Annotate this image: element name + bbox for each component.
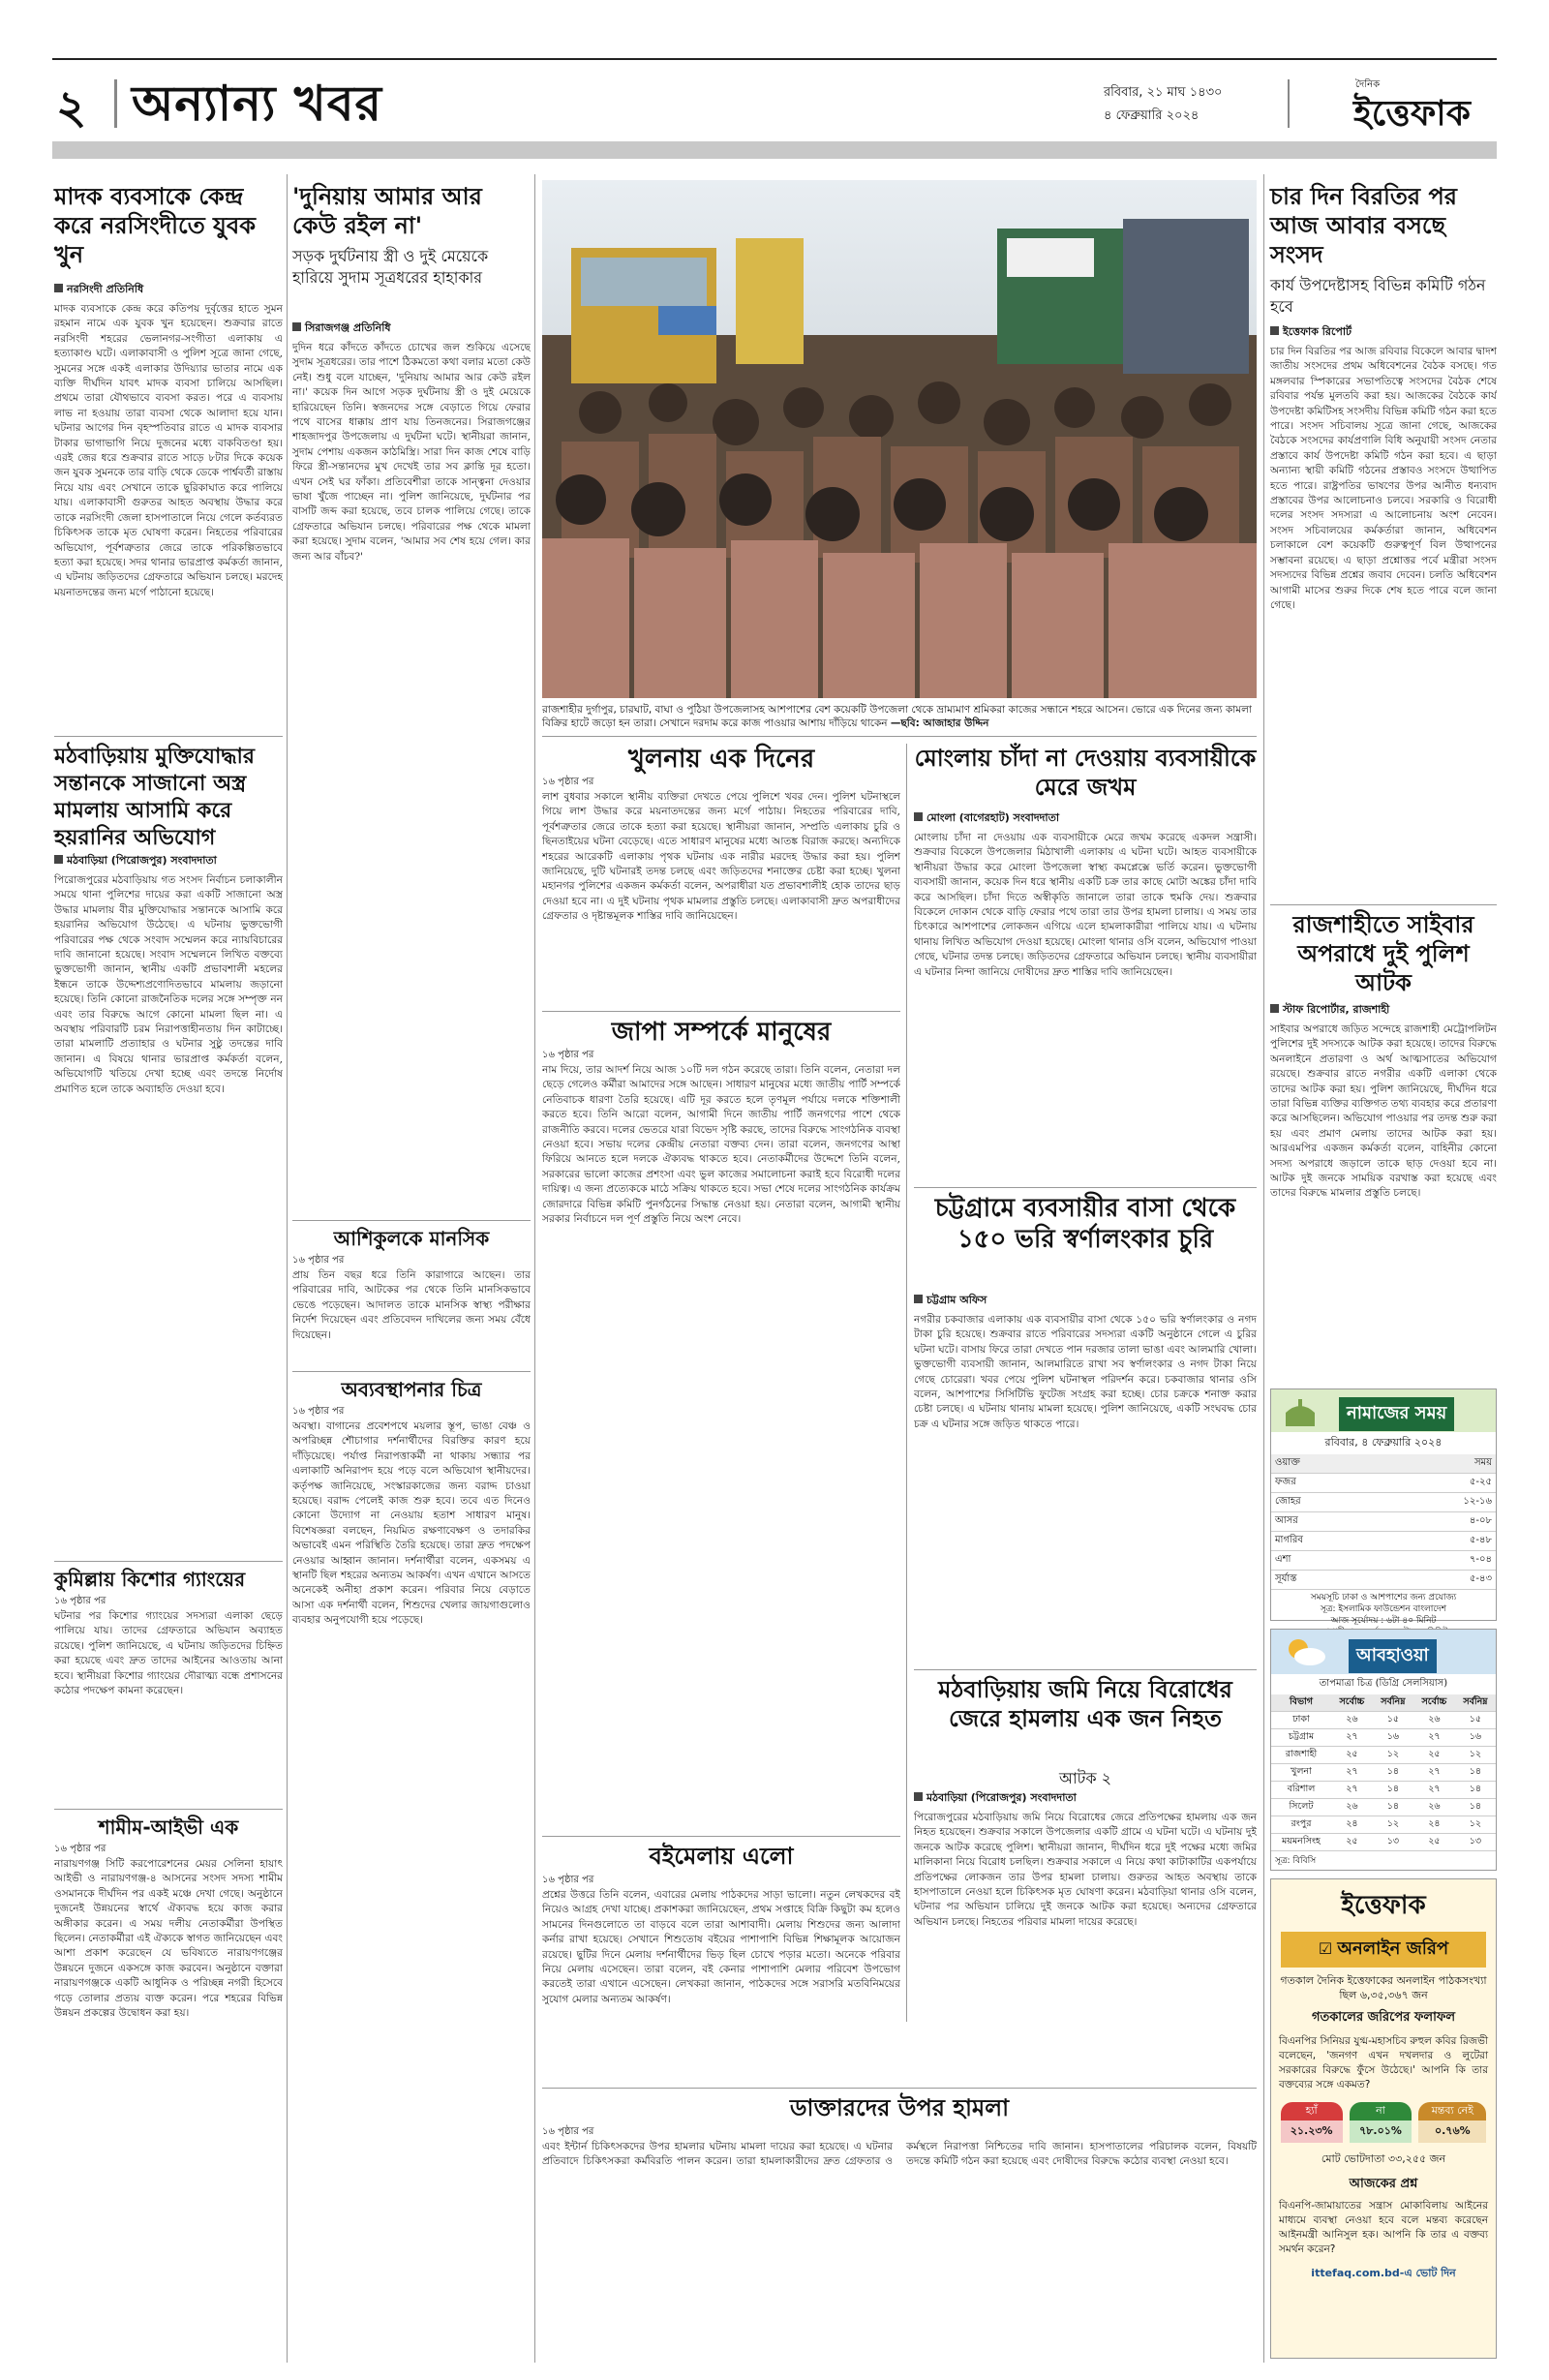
prayer-row: ফজর ৫-২৫ — [1271, 1474, 1496, 1493]
col1-article4-title: শামীম-আইভী এক — [98, 1816, 239, 1839]
center-article1-body: লাশ বুধবার সকালে স্থানীয় ব্যক্তিরা দেখতে পেয়ে পুলিশে খবর দেন। পুলিশ ঘটনাস্থলে গিয়ে লাশ উদ্ধার করে ময়নাতদন্তের জন্য মর্গে পাঠায়। নিহতের পরিবারের দাবি, পূর্বশত্রুতার জেরে তাকে হত্যা করা হয়েছে। স্থানীয়রা জানান, সম্প্রতি এলাকায় চুরি ও ছিনতাইয়ের ঘটনা বেড়েছে। এতে সাধারণ মানুষের মধ্যে আতঙ্ক বিরাজ করছে। অন্যদিকে শহরের আরেকটি এলাকায় পৃথক ঘটনায় এক নারীর মরদেহ উদ্ধার করা হয়। পুলিশ জানিয়েছে, দুটি ঘটনারই তদন্ত চলছে এবং জড়িতদের শনাক্তের চেষ্টা করা হচ্ছে। খুলনা মহানগর পুলিশের একজন কর্মকর্তা বলেন, অপরাধীরা যত প্রভাবশালীই হোক তাদের ছাড় দেওয়া হবে না। এ দুই ঘটনায় পৃথক মামলার প্রস্তুতি চলছে। এলাকাবাসী দ্রুত অপরাধীদের গ্রেফতার ও দৃষ্টান্তমূলক শাস্তির দাবি জানিয়েছেন। — [542, 791, 900, 923]
col2-article1-body: দুদিন ধরে কাঁদতে কাঁদতে চোখের জল শুকিয়ে এসেছে সুদাম সূত্রধরের। তার পাশে ঠিকমতো কথা বলার মতো কেউ নেই। শুধু বলে যাচ্ছেন, 'দুনিয়ায় আমার আর কেউ রইল না।' কয়েক দিন আগে সড়ক দুর্ঘটনায় স্ত্রী ও দুই মেয়েকে হারিয়েছেন তিনি। স্বজনদের সঙ্গে বেড়াতে গিয়ে ফেরার পথে বাসের ধাক্কায় প্রাণ যায় তিনজনের। সিরাজগঞ্জের শাহজাদপুর উপজেলায় এ দুর্ঘটনা ঘটে। স্থানীয়রা জানান, সুদাম পেশায় একজন কাঠমিস্ত্রি। সারা দিন কাজ শেষে বাড়ি ফিরে স্ত্রী-সন্তানদের মুখ দেখেই তার সব ক্লান্তি দূর হতো। এখন সেই ঘর ফাঁকা। প্রতিবেশীরা তাকে সান্ত্বনা দেওয়ার ভাষা খুঁজে পাচ্ছেন না। পুলিশ জানিয়েছে, দুর্ঘটনার পর বাসটি জব্দ করা হয়েছে, তবে চালক পালিয়ে গেছে। তাকে গ্রেফতারে অভিযান চলছে। পরিবারের পক্ষ থেকে মামলা করা হয়েছে। সুদাম বলেন, 'আমার সব শেষ হয়ে গেল। কার জন্য আর বাঁচব?' — [292, 342, 531, 563]
logo-small: দৈনিক — [1355, 79, 1381, 90]
prayer-row: মাগরিব ৫-৪৮ — [1271, 1532, 1496, 1551]
col1-article2-body: পিরোজপুরের মঠবাড়িয়ায় গত সংসদ নির্বাচন চলাকালীন সময়ে থানা পুলিশের দায়ের করা একটি সাজানো অস্ত্র উদ্ধার মামলায় বীর মুক্তিযোদ্ধার সন্তানকে আসামি করে হয়রানির অভিযোগ উঠেছে। এ ঘটনায় ভুক্তভোগী পরিবারের পক্ষ থেকে সংবাদ সম্মেলন করে ন্যায়বিচারের দাবি জানানো হয়েছে। সংবাদ সম্মেলনে লিখিত বক্তব্যে ভুক্তভোগী জানান, স্থানীয় একটি প্রভাবশালী মহলের ইন্ধনে তাকে উদ্দেশ্যপ্রণোদিতভাবে মামলায় জড়ানো হয়েছে। তিনি কোনো রাজনৈতিক দলের সঙ্গে সম্পৃক্ত নন এবং তার বিরুদ্ধে আগে কোনো মামলা ছিল না। এ অবস্থায় পরিবারটি চরম নিরাপত্তাহীনতায় দিন কাটাচ্ছে। তারা মামলাটি প্রত্যাহার ও ঘটনার সুষ্ঠু তদন্তের দাবি জানান। এ বিষয়ে থানার ভারপ্রাপ্ত কর্মকর্তা বলেন, অভিযোগটি খতিয়ে দেখা হচ্ছে এবং তদন্তে নির্দোষ প্রমাণিত হলে তাকে অব্যাহতি দেওয়া হবে। — [54, 874, 283, 1095]
poll-intro: গতকাল দৈনিক ইত্তেফাকের অনলাইন পাঠকসংখ্যা ছিল ৬,৩৫,৩৬৭ জন — [1280, 1974, 1487, 2001]
weather-source: সূত্র: বিবিসি — [1275, 1856, 1317, 1866]
weather-table: বিভাগ সর্বোচ্চ সর্বনিম্ন সর্বোচ্চ সর্বনিম্ন ঢাকা ২৬ ১৫ ২৬ ১৫ চট্টগ্রাম ২৭ ১৬ ২৭ ১৬ রাজশাহী ২৫ ১২ ২৫ ১২ খুলনা ২৭ ১৪ ২৭ ১৪ বরিশাল ২৭ ১৪ ২৭ ১৪ সিলেট ২৬ ১৪ ২৬ ১৪ রংপুর ২৪ ১২ ২৪ ১২ ময়মনসিংহ ২৫ ১৩ ২৫ ১৩ — [1271, 1694, 1496, 1851]
prayer-note-1: সময়সূচি ঢাকা ও আশপাশের জন্য প্রযোজ্য — [1310, 1593, 1457, 1602]
poll-yes: হ্যাঁ ২১.২৩% — [1281, 2102, 1343, 2143]
page-number: ২ — [56, 80, 87, 135]
prayer-times-box — [1270, 1388, 1497, 1626]
center-article2-title: জাপা সম্পর্কে মানুষের — [611, 1018, 832, 1047]
poll-today-question: বিএনপি-জামায়াতের সন্ত্রাস মোকাবিলায় আইনের মাধ্যমে ব্যবস্থা নেওয়া হবে বলে মন্তব্য করেছেন আইনমন্ত্রী আনিসুল হক। আপনি কি তার এ বক্তব্য সমর্থন করেন? — [1279, 2200, 1488, 2255]
col4-article3-subtitle: আটক ২ — [1058, 1769, 1112, 1787]
col2-article1-byline: সিরাজগঞ্জ প্রতিনিধি — [292, 320, 531, 338]
center-article3-cont: ১৬ পৃষ্ঠার পর — [542, 1875, 594, 1885]
poll-today-head: আজকের প্রশ্ন — [1349, 2177, 1418, 2191]
col1-article4-cont: ১৬ পৃষ্ঠার পর — [54, 1844, 106, 1854]
col5-article1-byline: ইত্তেফাক রিপোর্ট — [1270, 323, 1497, 342]
weather-title: আবহাওয়া — [1349, 1639, 1437, 1673]
weather-row: ঢাকা ২৬ ১৫ ২৬ ১৫ — [1271, 1712, 1496, 1729]
prayer-row: জোহর ১২-১৬ — [1271, 1493, 1496, 1512]
date-english: ৪ ফেব্রুয়ারি ২০২৪ — [1104, 108, 1200, 123]
prayer-row: সূর্যাস্ত ৫-৪৩ — [1271, 1571, 1496, 1590]
col1-article2-byline: মঠবাড়িয়া (পিরোজপুর) সংবাদদাতা — [54, 852, 283, 870]
col5-article2-byline: স্টাফ রিপোর্টার, রাজশাহী — [1270, 1001, 1497, 1020]
poll-question: বিএনপির সিনিয়র যুগ্ম-মহাসচিব রুহুল কবির রিজভী বলেছেন, 'জনগণ এখন দখলদার ও লুটেরা সরকারের বিরুদ্ধে ফুঁসে উঠেছে।' আপনি কি তার বক্তব্যের সঙ্গে একমত? — [1279, 2035, 1488, 2090]
col1-article3-body: ঘটনার পর কিশোর গ্যাংয়ের সদস্যরা এলাকা ছেড়ে পালিয়ে যায়। তাদের গ্রেফতারে অভিযান অব্যাহত রয়েছে। পুলিশ জানিয়েছে, এ ঘটনায় জড়িতদের চিহ্নিত করা হয়েছে এবং দ্রুত তাদের আইনের আওতায় আনা হবে। স্থানীয়রা কিশোর গ্যাংয়ের দৌরাত্ম্য বন্ধে প্রশাসনের কঠোর পদক্ষেপ কামনা করেছেন। — [54, 1610, 283, 1697]
col4-article2-byline: চট্টগ্রাম অফিস — [914, 1292, 1257, 1310]
col4-article1-title: মোংলায় চাঁদা না দেওয়ায় ব্যবসায়ীকে মেরে জখম — [914, 745, 1257, 801]
ittefaq-logo: ইত্তেফাক — [1353, 93, 1471, 134]
col2-article2-cont: ১৬ পৃষ্ঠার পর — [292, 1255, 345, 1266]
col4-article3-body: পিরোজপুরের মঠবাড়িয়ায় জমি নিয়ে বিরোধের জেরে প্রতিপক্ষের হামলায় এক জন নিহত হয়েছেন। শুক্রবার সকালে উপজেলার একটি গ্রামে এ ঘটনা ঘটে। এ ঘটনায় দুই জনকে আটক করেছে পুলিশ। স্থানীয়রা জানান, দীর্ঘদিন ধরে দুই পক্ষের মধ্যে জমির মালিকানা নিয়ে বিরোধ চলছিল। শুক্রবার সকালে এ নিয়ে কথা কাটাকাটির একপর্যায়ে প্রতিপক্ষের লোকজন তার উপর হামলা চালায়। গুরুতর আহত অবস্থায় তাকে হাসপাতালে নেওয়া হলে চিকিৎসক মৃত ঘোষণা করেন। মঠবাড়িয়া থানার ওসি বলেন, ঘটনার পর অভিযান চালিয়ে দুই জনকে আটক করা হয়েছে। অন্যদের গ্রেফতারে অভিযান চলছে। নিহতের পরিবার মামলা দায়ের করেছে। — [914, 1812, 1257, 1928]
center-article3-title: বইমেলায় এলো — [649, 1843, 794, 1870]
col4-article3-byline: মঠবাড়িয়া (পিরোজপুর) সংবাদদাতা — [914, 1789, 1257, 1808]
center-article3-body: প্রশ্নের উত্তরে তিনি বলেন, এবারের মেলায় পাঠকদের সাড়া ভালো। নতুন লেখকদের বই নিয়েও আগ্রহ দেখা যাচ্ছে। প্রকাশকরা জানিয়েছেন, প্রথম সপ্তাহে বিক্রি কিছুটা কম হলেও সামনের দিনগুলোতে তা বাড়বে বলে তারা আশাবাদী। মেলায় শিশুদের জন্য আলাদা কর্নার রাখা হয়েছে। সেখানে শিশুতোষ বইয়ের পাশাপাশি বিভিন্ন শিক্ষামূলক আয়োজন রয়েছে। ছুটির দিনে মেলায় দর্শনার্থীদের ভিড় ছিল চোখে পড়ার মতো। অনেকে পরিবার নিয়ে মেলায় এসেছেন। তারা বলেন, বই কেনার পাশাপাশি মেলার পরিবেশ উপভোগ করতেই তারা এখানে এসেছেন। লেখকরা জানান, পাঠকদের সঙ্গে সরাসরি মতবিনিময়ের সুযোগ মেলার অন্যতম আকর্ষণ। — [542, 1889, 900, 2005]
center-article1-cont: ১৬ পৃষ্ঠার পর — [542, 777, 594, 787]
weather-box — [1270, 1629, 1497, 1871]
col4-article1-body: মোংলায় চাঁদা না দেওয়ায় এক ব্যবসায়ীকে মেরে জখম করেছে একদল সন্ত্রাসী। শুক্রবার বিকেলে উপজেলার মিঠাখালী এলাকায় এ ঘটনা ঘটে। আহত ব্যবসায়ীকে স্থানীয়রা উদ্ধার করে মোংলা উপজেলা স্বাস্থ্য কমপ্লেক্সে ভর্তি করেন। ভুক্তভোগী ব্যবসায়ী জানান, কয়েক দিন ধরে স্থানীয় একটি চক্র তার কাছে মোটা অঙ্কের চাঁদা দাবি করে আসছিল। চাঁদা দিতে অস্বীকৃতি জানালে তারা তাকে হুমকি দেয়। শুক্রবার বিকেলে দোকান থেকে বাড়ি ফেরার পথে তারা তার উপর হামলা চালায়। এ সময় তার চিৎকারে আশপাশের লোকজন এগিয়ে এলে হামলাকারীরা পালিয়ে যায়। এ ঘটনায় থানায় লিখিত অভিযোগ দেওয়া হয়েছে। মোংলা থানার ওসি বলেন, অভিযোগ পাওয়া গেছে, ঘটনার তদন্ত চলছে। জড়িতদের গ্রেফতারে অভিযান চলছে। স্থানীয় ব্যবসায়ীরা এ ঘটনার নিন্দা জানিয়ে দোষীদের দ্রুত শাস্তির দাবি জানিয়েছেন। — [914, 832, 1257, 978]
weather-row: রংপুর ২৪ ১২ ২৪ ১২ — [1271, 1816, 1496, 1834]
prayer-title: নামাজের সময় — [1339, 1397, 1454, 1431]
sunrise-today: আজ সূর্যোদয় : ৬টা ৪০ মিনিট — [1330, 1616, 1437, 1626]
col4-article2-title: চট্টগ্রামে ব্যবসায়ীর বাসা থেকে ১৫০ ভরি স্বর্ণালংকার চুরি — [934, 1194, 1236, 1254]
center-article2-body: নাম দিয়ে, তার আদর্শ নিয়ে আজ ১০টি দল গঠন করেছে তারা। তিনি বলেন, নেতারা দল ছেড়ে গেলেও কর্মীরা আমাদের সঙ্গে আছেন। সাধারণ মানুষের মধ্যে জাতীয় পার্টি সম্পর্কে নেতিবাচক ধারণা তৈরি হয়েছে। এটি দূর করতে হলে তৃণমূল পর্যায়ে দলকে শক্তিশালী করতে হবে। তিনি আরো বলেন, আগামী দিনে জাতীয় পার্টি জনগণের পাশে থেকে রাজনীতি করবে। দলের ভেতরে যারা বিভেদ সৃষ্টি করছে, তাদের বিরুদ্ধে সাংগঠনিক ব্যবস্থা নেওয়া হবে। সভায় দলের কেন্দ্রীয় নেতারা বক্তব্য দেন। তারা বলেন, জনগণের আস্থা ফিরিয়ে আনতে হলে দলকে ঐক্যবদ্ধ থাকতে হবে। নেতাকর্মীদের উদ্দেশে তিনি বলেন, সরকারের ভালো কাজের প্রশংসা এবং ভুল কাজের সমালোচনা করাই হবে বিরোধী দলের দায়িত্ব। এ জন্য প্রত্যেককে মাঠে সক্রিয় থাকতে হবে। সভা শেষে দলের সাংগঠনিক কার্যক্রম জোরদারে বিভিন্ন কমিটি পুনর্গঠনের সিদ্ধান্ত নেওয়া হয়। নেতারা বলেন, আগামী স্থানীয় সরকার নির্বাচনে দল পূর্ণ প্রস্তুতি নিয়ে অংশ নেবে। — [542, 1064, 900, 1226]
col2-article1-title: 'দুনিয়ায় আমার আর কেউ রইল না' — [292, 183, 482, 239]
col1-article1-body: মাদক ব্যবসাকে কেন্দ্র করে কতিপয় দুর্বৃত্তের হাতে সুমন রহমান নামে এক যুবক খুন হয়েছেন। শুক্রবার রাতে নরসিংদী শহরের ভেলানগর-সংগীতা এলাকায় এ হত্যাকাণ্ড ঘটে। এলাকাবাসী ও পুলিশ সূত্রে জানা গেছে, সুমনের সঙ্গে একই এলাকার উদিয়্যার ভাতার নামে এক ব্যক্তি দীর্ঘদিন যাবৎ মাদক ব্যবসা চালিয়ে আসছিল। প্রথমে তারা যৌথভাবে ব্যবসা করত। পরে এ ব্যবসায় লাভ না হওয়ায় তারা ব্যবসা থেকে আলাদা হয়ে যান। ঘটনার আগের দিন বৃহস্পতিবার রাতে এ মাদক ব্যবসার টাকার ভাগাভাগি নিয়ে দুজনের মধ্যে বাকবিতণ্ডা হয়। এরই জের ধরে শুক্রবার রাতে সাড়ে ৮টার দিকে কয়েক জন যুবক সুমনকে তার বাড়ি থেকে ডেকে পার্শ্ববর্তী রাস্তায় নিয়ে যায় এবং সেখানে তাকে ছুরিকাঘাত করে পালিয়ে যায়। এলাকাবাসী গুরুতর আহত অবস্থায় উদ্ধার করে তাকে নরসিংদী জেলা হাসপাতালে নিয়ে গেলে কর্তব্যরত চিকিৎসক তাকে মৃত ঘোষণা করেন। নিহতের পরিবারের অভিযোগ, পূর্বশত্রুতার জেরে তাকে পরিকল্পিতভাবে হত্যা করা হয়েছে। সদর থানার ভারপ্রাপ্ত কর্মকর্তা জানান, এ ঘটনায় জড়িতদের গ্রেফতারে অভিযান চলছে। মরদেহ ময়নাতদন্তের জন্য মর্গে পাঠানো হয়েছে। — [54, 303, 283, 598]
center-article2-cont: ১৬ পৃষ্ঠার পর — [542, 1050, 594, 1060]
prayer-date: রবিবার, ৪ ফেব্রুয়ারি ২০২৪ — [1324, 1436, 1443, 1449]
col2-article3-body: অবস্থা। বাগানের প্রবেশপথে ময়লার স্তূপ, ভাঙা বেঞ্চ ও অপরিচ্ছন্ন শৌচাগার দর্শনার্থীদের বিরক্তির কারণ হয়ে দাঁড়িয়েছে। পর্যাপ্ত নিরাপত্তাকর্মী না থাকায় সন্ধ্যার পর এলাকাটি অনিরাপদ হয়ে পড়ে বলে অভিযোগ স্থানীয়দের। কর্তৃপক্ষ জানিয়েছে, সংস্কারকাজের জন্য বরাদ্দ চাওয়া হয়েছে। বরাদ্দ পেলেই কাজ শুরু হবে। তবে এত দিনেও কোনো উদ্যোগ না নেওয়ায় হতাশ সাধারণ মানুষ। বিশেষজ্ঞরা বলছেন, নিয়মিত রক্ষণাবেক্ষণ ও তদারকির অভাবেই এমন পরিস্থিতি তৈরি হয়েছে। তারা দ্রুত পদক্ষেপ নেওয়ার আহ্বান জানান। দর্শনার্থীরা বলেন, একসময় এ স্থানটি ছিল শহরের অন্যতম আকর্ষণ। এখন এখানে আসতে অনেকেই অনীহা প্রকাশ করেন। পরিবার নিয়ে বেড়াতে আসা এক দর্শনার্থী বলেন, শিশুদের খেলার জায়গাগুলোও ব্যবহার অনুপযোগী হয়ে পড়েছে। — [292, 1420, 531, 1627]
weather-row: রাজশাহী ২৫ ১২ ২৫ ১২ — [1271, 1747, 1496, 1764]
center-article4-cont: ১৬ পৃষ্ঠার পর — [542, 2126, 594, 2137]
poll-no-comment: মন্তব্য নেই ০.৭৬% — [1418, 2102, 1486, 2143]
poll-vote-link[interactable]: ittefaq.com.bd-এ ভোট দিন — [1311, 2267, 1456, 2279]
col5-article1-subtitle: কার্য উপদেষ্টাসহ বিভিন্ন কমিটি গঠন হবে — [1270, 276, 1486, 316]
ballot-icon: ☑ — [1318, 1939, 1333, 1958]
center-article4-title: ডাক্তারদের উপর হামলা — [789, 2094, 1010, 2121]
poll-logo: ইত্তেফাক — [1341, 1891, 1426, 1920]
weather-subtitle: তাপমাত্রা চিত্র (ডিগ্রি সেলসিয়াস) — [1319, 1678, 1448, 1689]
weather-row: সিলেট ২৬ ১৪ ২৬ ১৪ — [1271, 1799, 1496, 1816]
col2-article3-cont: ১৬ পৃষ্ঠার পর — [292, 1406, 345, 1417]
market-crowd-photo — [542, 180, 1257, 698]
col5-article1-title: চার দিন বিরতির পর আজ আবার বসছে সংসদ — [1270, 183, 1457, 268]
masthead-divider — [114, 79, 117, 128]
prayer-table: ওয়াক্ত সময় ফজর ৫-২৫ জোহর ১২-১৬ আসর ৪-০৮ মাগরিব ৫-৪৮ এশা ৭-০৪ সূর্যাস্ত ৫-৪৩ — [1271, 1454, 1496, 1590]
col5-article1-body: চার দিন বিরতির পর আজ রবিবার বিকেলে আবার দ্বাদশ জাতীয় সংসদের প্রথম অধিবেশনের বৈঠক বসছে। গত মঙ্গলবার স্পিকারের সভাপতিত্বে সংসদের বৈঠক শেষে রবিবার পর্যন্ত মুলতবি করা হয়। আজকের বৈঠকে কার্য উপদেষ্টা কমিটিসহ সংসদীয় বিভিন্ন কমিটি গঠন করা হতে পারে। সংসদ সচিবালয় সূত্রে জানা গেছে, আজকের বৈঠকে সংসদের কার্যপ্রণালি বিধি অনুযায়ী সংসদ নেতার প্রস্তাবে কার্য উপদেষ্টা কমিটি গঠন করা হবে। এ ছাড়া অন্যান্য স্থায়ী কমিটি গঠনের প্রস্তাবও সংসদে উত্থাপিত হতে পারে। রাষ্ট্রপতির ভাষণের উপর আনীত ধন্যবাদ প্রস্তাবের উপর আলোচনাও চলবে। সরকারি ও বিরোধী দলের সংসদ সদস্যরা এ আলোচনায় অংশ নেবেন। সংসদ সচিবালয়ের কর্মকর্তারা জানান, অধিবেশন চলাকালে বেশ কয়েকটি গুরুত্বপূর্ণ বিল উত্থাপনের সম্ভাবনা রয়েছে। এ ছাড়া প্রশ্নোত্তর পর্বে মন্ত্রীরা সংসদ সদস্যদের বিভিন্ন প্রশ্নের জবাব দেবেন। চলতি অধিবেশন আগামী মাসের শুরুর দিকে শেষ হতে পারে বলে জানা গেছে। — [1270, 346, 1497, 611]
col1-article2-title: মঠবাড়িয়ায় মুক্তিযোদ্ধার সন্তানকে সাজানো অস্ত্র মামলায় আসামি করে হয়রানির অভিযোগ — [54, 745, 255, 850]
col1-article1-byline: নরসিংদী প্রতিনিধি — [54, 281, 283, 299]
photo-credit: —ছবি: আজাহার উদ্দিন — [890, 717, 989, 729]
poll-total: মোট ভোটদাতা ৩৩,২৫৫ জন — [1321, 2152, 1446, 2165]
weather-row: ময়মনসিংহ ২৫ ১৩ ২৫ ১৩ — [1271, 1834, 1496, 1851]
online-poll-box — [1270, 1878, 1497, 2359]
col4-article2-body: নগরীর চকবাজার এলাকায় এক ব্যবসায়ীর বাসা থেকে ১৫০ ভরি স্বর্ণালংকার ও নগদ টাকা চুরি হয়েছে। শুক্রবার রাতে পরিবারের সদস্যরা একটি অনুষ্ঠানে গেলে এ চুরির ঘটনা ঘটে। বাসায় ফিরে তারা দেখতে পান দরজার তালা ভাঙা এবং আলমারি খোলা। ভুক্তভোগী ব্যবসায়ী জানান, আলমারিতে রাখা সব স্বর্ণালংকার ও নগদ টাকা নিয়ে গেছে চোরেরা। খবর পেয়ে পুলিশ ঘটনাস্থল পরিদর্শন করে। চকবাজার থানার ওসি বলেন, আশপাশের সিসিটিভি ফুটেজ সংগ্রহ করা হচ্ছে। চোর চক্রকে শনাক্ত করার চেষ্টা চলছে। এ ঘটনায় থানায় মামলা হয়েছে। পুলিশ জানিয়েছে, একটি সংঘবদ্ধ চোর চক্র এ ঘটনার সঙ্গে জড়িত থাকতে পারে। — [914, 1314, 1257, 1430]
col4-article1-byline: মোংলা (বাগেরহাট) সংবাদদাতা — [914, 809, 1257, 828]
prayer-note-2: সূত্র: ইসলামিক ফাউন্ডেশন বাংলাদেশ — [1320, 1604, 1447, 1614]
section-title: অন্যান্য খবর — [132, 76, 383, 132]
col2-article1-subtitle: সড়ক দুর্ঘটনায় স্ত্রী ও দুই মেয়েকে হারিয়ে সুদাম সূত্রধরের হাহাকার — [292, 247, 489, 287]
date-bangla: রবিবার, ২১ মাঘ ১৪৩০ — [1104, 85, 1223, 100]
col2-article2-title: আশিকুলকে মানসিক — [333, 1227, 490, 1250]
col5-article2-body: সাইবার অপরাধে জড়িত সন্দেহে রাজশাহী মেট্রোপলিটন পুলিশের দুই সদস্যকে আটক করা হয়েছে। তাদের বিরুদ্ধে অনলাইনে প্রতারণা ও অর্থ আত্মসাতের অভিযোগ রয়েছে। শুক্রবার রাতে নগরীর একটি এলাকা থেকে তাদের আটক করা হয়। পুলিশ জানিয়েছে, দীর্ঘদিন ধরে তারা বিভিন্ন ব্যক্তির ব্যক্তিগত তথ্য ব্যবহার করে প্রতারণা করে আসছিলেন। অভিযোগ পাওয়ার পর তদন্ত শুরু করা হয় এবং প্রমাণ মেলায় তাদের আটক করা হয়। আরএমপির একজন কর্মকর্তা বলেন, বাহিনীর কোনো সদস্য অপরাধে জড়ালে তাকে ছাড় দেওয়া হবে না। আটক দুই জনকে সাময়িক বরখাস্ত করা হয়েছে এবং তাদের বিরুদ্ধে মামলার প্রস্তুতি চলছে। — [1270, 1023, 1497, 1200]
poll-title: অনলাইন জরিপ — [1337, 1938, 1449, 1959]
col1-article4-body: নারায়ণগঞ্জ সিটি করপোরেশনের মেয়র সেলিনা হায়াৎ আইভী ও নারায়ণগঞ্জ-৪ আসনের সংসদ সদস্য শামীম ওসমানকে দীর্ঘদিন পর একই মঞ্চে দেখা গেছে। অনুষ্ঠানে দুজনেই উন্নয়নের স্বার্থে ঐক্যবদ্ধ হয়ে কাজ করার অঙ্গীকার করেন। এ সময় দলীয় নেতাকর্মীরা উপস্থিত ছিলেন। নেতাকর্মীরা এই ঐক্যকে স্বাগত জানিয়েছেন এবং আশা প্রকাশ করেছেন যে ভবিষ্যতে নারায়ণগঞ্জের উন্নয়নে দুজনে একসঙ্গে কাজ করবেন। অনুষ্ঠানে বক্তারা নারায়ণগঞ্জকে একটি আধুনিক ও পরিচ্ছন্ন নগরী হিসেবে গড়ে তোলার প্রত্যয় ব্যক্ত করেন। পরে শহরের বিভিন্ন উন্নয়ন প্রকল্পের উদ্বোধন করা হয়। — [54, 1858, 283, 2020]
col5-article2-title: রাজশাহীতে সাইবার অপরাধে দুই পুলিশ আটক — [1292, 911, 1474, 996]
weather-row: চট্টগ্রাম ২৭ ১৬ ২৭ ১৬ — [1271, 1729, 1496, 1747]
sun-cloud-icon — [1281, 1635, 1329, 1668]
poll-no: না ৭৮.০১% — [1350, 2102, 1412, 2143]
mosque-icon — [1281, 1397, 1320, 1426]
weather-row: খুলনা ২৭ ১৪ ২৭ ১৪ — [1271, 1764, 1496, 1782]
col1-article1-title: মাদক ব্যবসাকে কেন্দ্র করে নরসিংদীতে যুবক খুন — [54, 183, 257, 268]
col4-article3-title: মঠবাড়িয়ায় জমি নিয়ে বিরোধের জেরে হামলায় এক জন নিহত — [938, 1676, 1232, 1732]
prayer-row: আসর ৪-০৮ — [1271, 1512, 1496, 1532]
col1-article3-title: কুমিল্লায় কিশোর গ্যাংয়ের — [54, 1568, 246, 1591]
photo-caption: রাজশাহীর দুর্গাপুর, চারঘাট, বাঘা ও পুঠিয়া উপজেলাসহ আশপাশের বেশ কয়েকটি উপজেলা থেকে ভ্রাম্যমাণ শ্রমিকরা কাজের সন্ধানে শহরে আসেন। ভোরে এক দিনের জন্য কামলা বিক্রির হাটে জড়ো হন তারা। সেখানে দরদাম করে কাজ পাওয়ার আশায় দাঁড়িয়ে থাকেন —ছবি: আজাহার উদ্দিন — [542, 704, 1252, 729]
weather-row: বরিশাল ২৭ ১৪ ২৭ ১৪ — [1271, 1782, 1496, 1799]
prayer-row: এশা ৭-০৪ — [1271, 1551, 1496, 1571]
masthead-divider-2 — [1288, 79, 1290, 128]
poll-result-head: গতকালের জরিপের ফলাফল — [1311, 2010, 1456, 2025]
center-article1-title: খুলনায় এক দিনের — [627, 745, 815, 774]
center-article4-body: এবং ইন্টার্ন চিকিৎসকদের উপর হামলার ঘটনায় মামলা দায়ের করা হয়েছে। এ ঘটনার প্রতিবাদে চিকিৎসকরা কর্মবিরতি পালন করেন। তারা হামলাকারীদের দ্রুত গ্রেফতার ও কর্মস্থলে নিরাপত্তা নিশ্চিতের দাবি জানান। হাসপাতালের পরিচালক বলেন, বিষয়টি তদন্তে কমিটি গঠন করা হয়েছে এবং দোষীদের বিরুদ্ধে কঠোর ব্যবস্থা নেওয়া হবে। — [542, 2141, 1257, 2168]
col2-article3-title: অব্যবস্থাপনার চিত্র — [341, 1378, 482, 1401]
col1-article3-cont: ১৬ পৃষ্ঠার পর — [54, 1596, 106, 1606]
col2-article2-body: প্রায় তিন বছর ধরে তিনি কারাগারে আছেন। তার পরিবারের দাবি, আটকের পর থেকে তিনি মানসিকভাবে ভেঙে পড়েছেন। আদালত তাকে মানসিক স্বাস্থ্য পরীক্ষার নির্দেশ দিয়েছেন এবং প্রতিবেদন দাখিলের জন্য সময় বেঁধে দিয়েছেন। — [292, 1269, 531, 1341]
